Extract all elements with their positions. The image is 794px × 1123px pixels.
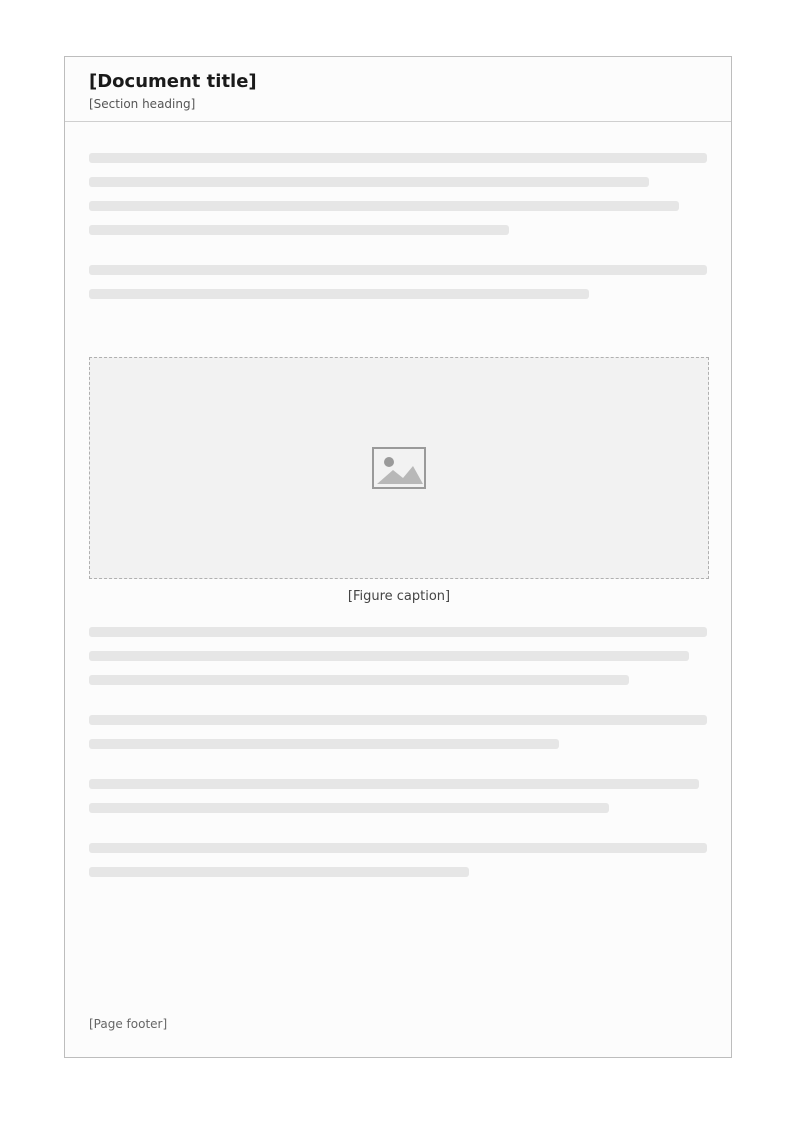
- figure-caption: [Figure caption]: [347, 589, 451, 604]
- text-line-placeholder: [89, 289, 589, 299]
- document-header: [65, 57, 731, 122]
- text-line-placeholder: [89, 867, 469, 877]
- text-line-placeholder: [89, 225, 509, 235]
- text-line-placeholder: [89, 153, 707, 163]
- text-line-placeholder: [89, 739, 559, 749]
- document-title: [Document title]: [89, 71, 257, 92]
- text-line-placeholder: [89, 265, 707, 275]
- text-line-placeholder: [89, 627, 707, 637]
- text-line-placeholder: [89, 651, 689, 661]
- text-line-placeholder: [89, 675, 629, 685]
- text-line-placeholder: [89, 715, 707, 725]
- document-subtitle: [Section heading]: [89, 97, 196, 111]
- text-line-placeholder: [89, 177, 649, 187]
- text-line-placeholder: [89, 779, 699, 789]
- text-line-placeholder: [89, 843, 707, 853]
- figure-placeholder: [89, 357, 709, 604]
- image-icon: [369, 438, 429, 498]
- document-sheet: [64, 56, 732, 1058]
- document-footer: [Page footer]: [89, 1017, 168, 1031]
- text-line-placeholder: [89, 201, 679, 211]
- text-line-placeholder: [89, 803, 609, 813]
